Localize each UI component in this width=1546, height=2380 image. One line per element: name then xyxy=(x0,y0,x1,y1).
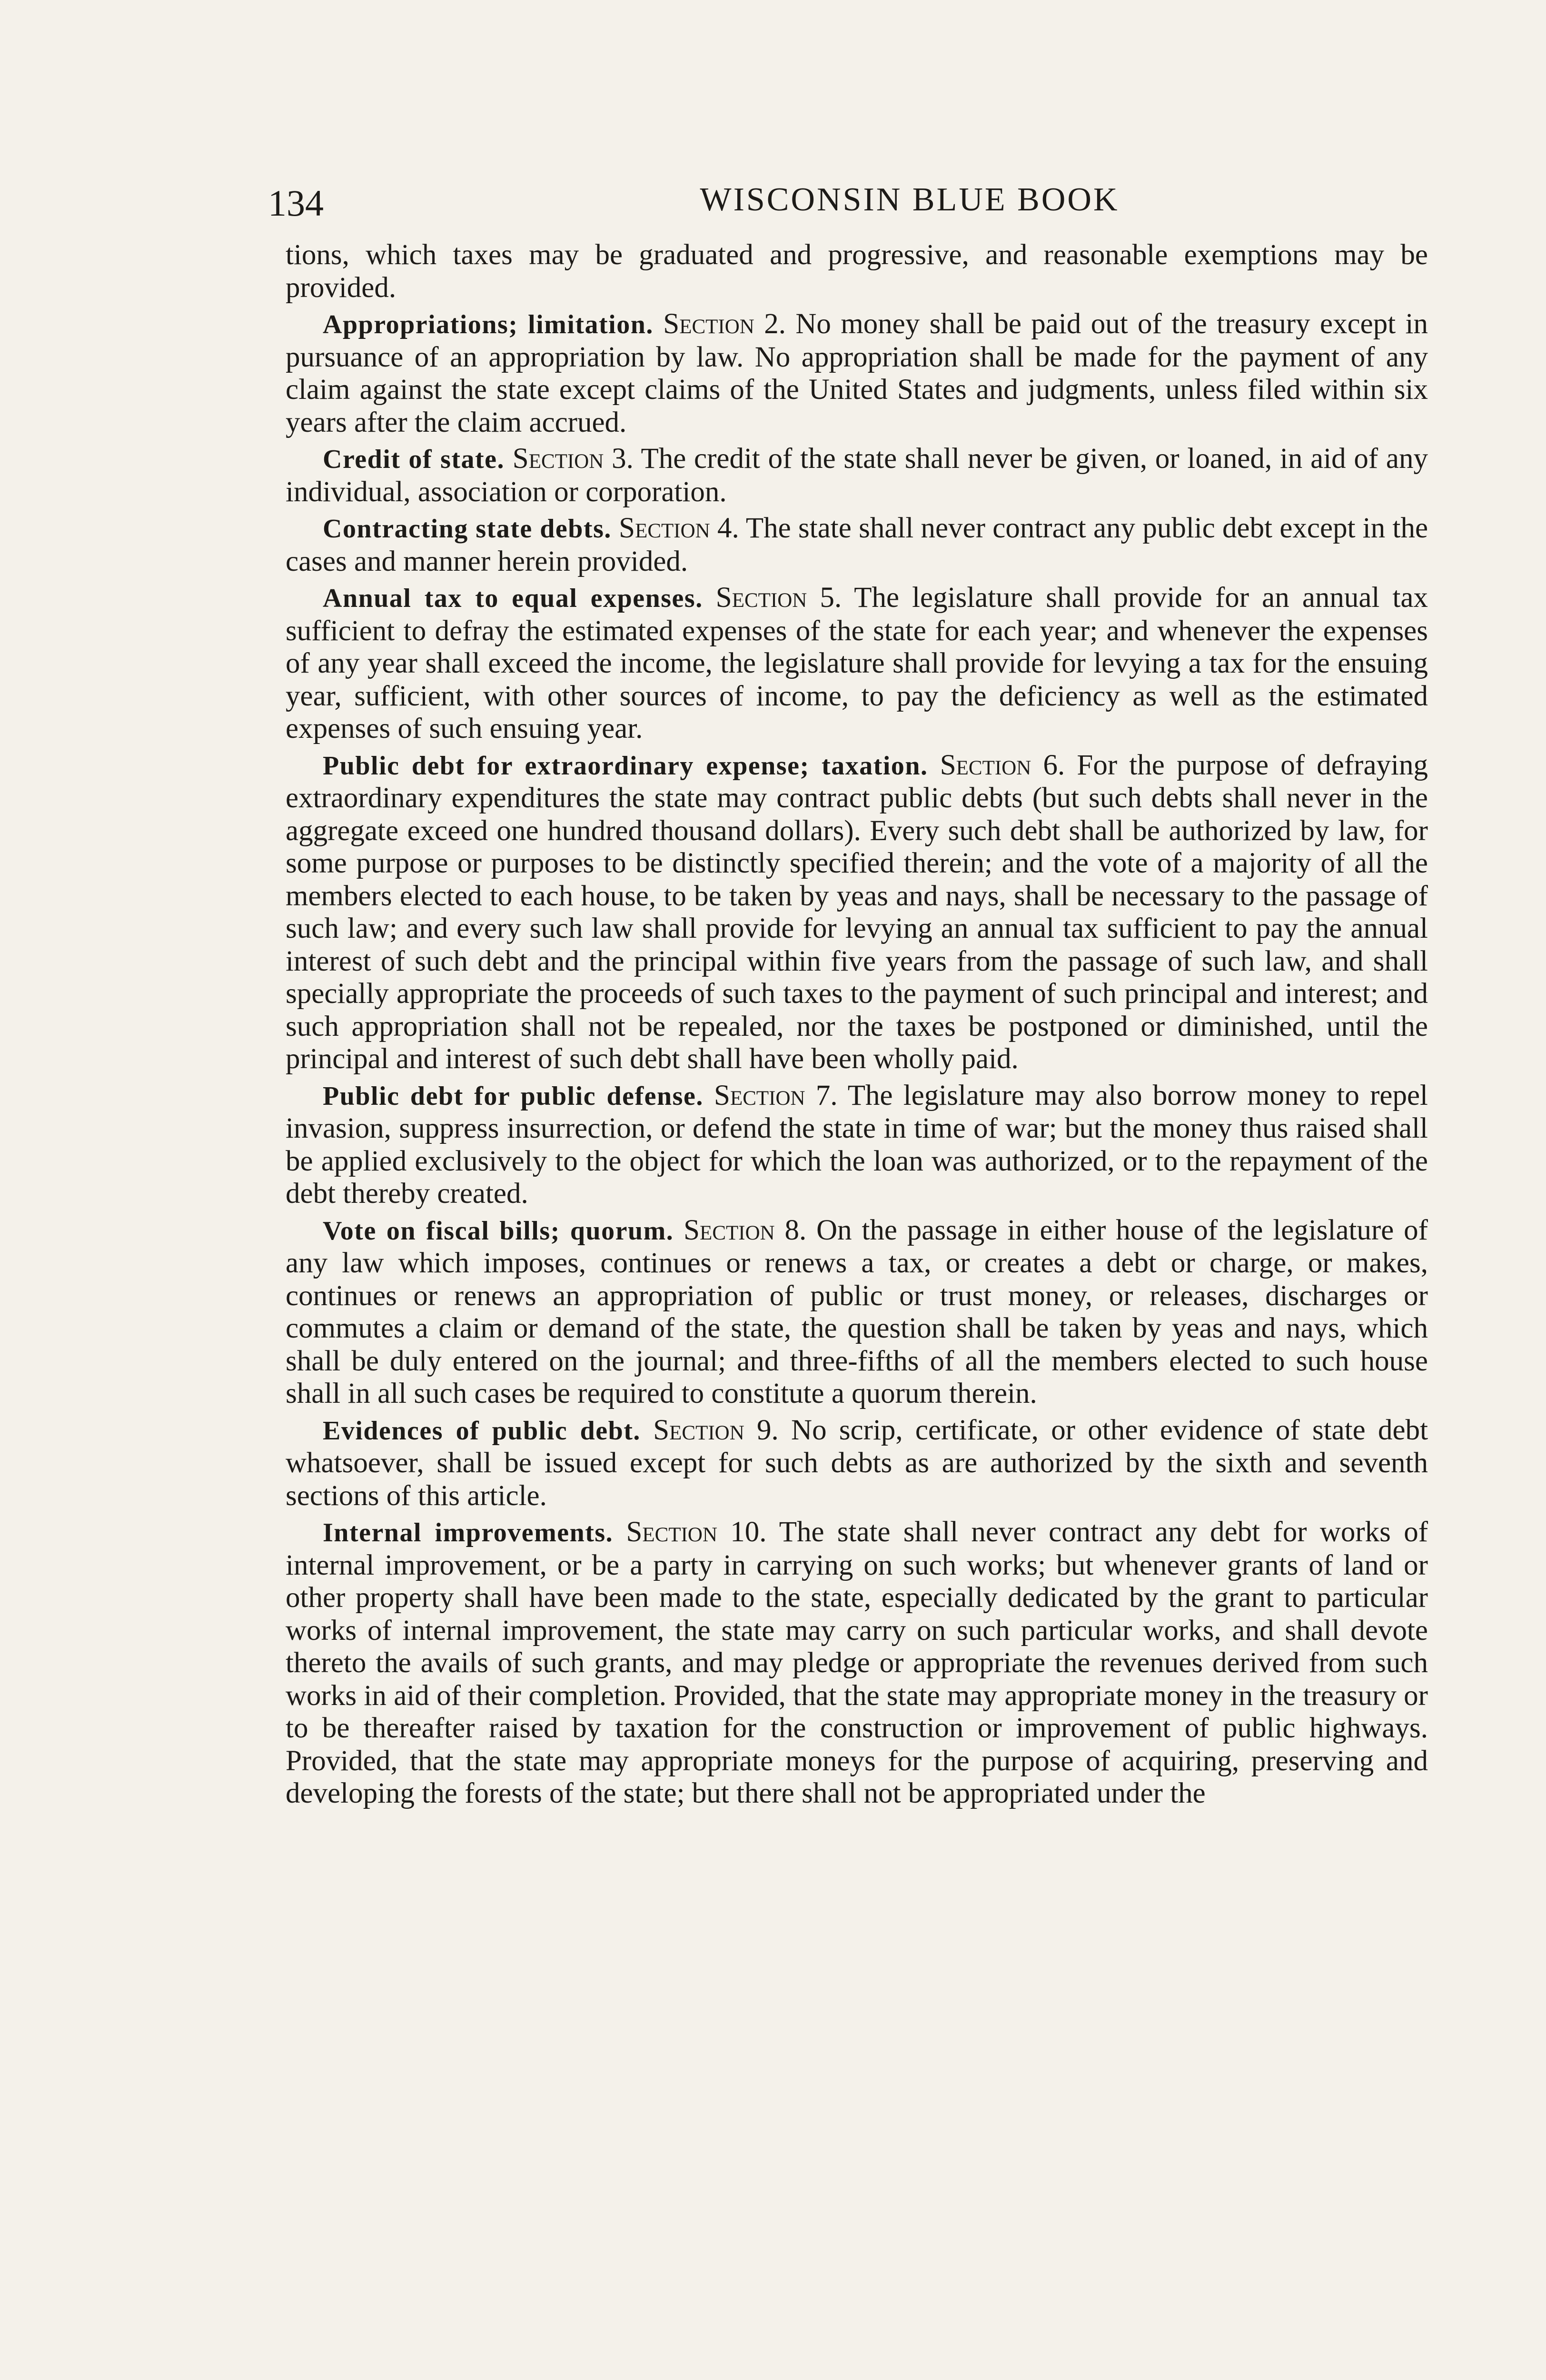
section-heading: Annual tax to equal expenses. xyxy=(323,584,703,613)
page-header xyxy=(268,177,1437,239)
paragraph-text: The credit of the state shall never be given, or loaned, in aid of any individual, association or corporation. xyxy=(286,443,1428,508)
section-number: Section 8. xyxy=(684,1214,807,1246)
paragraph-text: On the passage in either house of the legislature of any law which imposes, continues or renews a tax, or creates a debt or charge, or makes, continues or renews an appropriation of public or trust money, or releases, discharges or commutes a claim or demand of the state, the question shall be taken by yeas and nays, which shall be duly entered on the journal; and three-fifths of all the members elected to such house shall in all such cases be required to constitute a quorum therein. xyxy=(286,1214,1428,1409)
section-heading: Vote on fiscal bills; quorum. xyxy=(323,1216,674,1246)
section-heading: Credit of state. xyxy=(323,445,505,474)
section-heading: Public debt for public defense. xyxy=(323,1081,704,1111)
section-heading: Appropriations; limitation. xyxy=(323,310,654,339)
paragraph-text: No money shall be paid out of the treasury except in pursuance of an appropriation by law. No appropriation shall be made for the payment of any claim against the state except claims of the United States and judgments, unless filed within six years after the claim accrued. xyxy=(286,308,1428,438)
section-4-paragraph xyxy=(286,512,1428,578)
section-3-paragraph xyxy=(286,443,1428,508)
section-number: Section 10. xyxy=(626,1516,767,1548)
section-number: Section 5. xyxy=(715,582,842,614)
running-head: WISCONSIN BLUE BOOK xyxy=(700,181,1120,218)
section-number: Section 6. xyxy=(940,749,1065,781)
section-8-paragraph xyxy=(286,1214,1428,1410)
page-number: 134 xyxy=(268,182,324,224)
section-10-paragraph xyxy=(286,1516,1428,1810)
section-heading: Public debt for extraordinary expense; taxation. xyxy=(323,751,928,781)
section-number: Section 2. xyxy=(663,308,786,340)
paragraph-text: For the purpose of defraying extraordinary expenditures the state may contract public debts (but such debts shall never in the aggregate exceed one hundred thousand dollars). Every such debt shall be authorized by law, for some purpose or purposes to be distinctly specified therein; and the vote of a majority of all the members elected to each house, to be taken by yeas and nays, shall be necessary to the passage of such law; and every such law shall provide for levying an annual tax sufficient to pay the annual interest of such debt and the principal within five years from the passage of such law, and shall specially appropriate the proceeds of such taxes to the payment of such principal and interest; and such appropriation shall not be repealed, nor the taxes be postponed or diminished, until the principal and interest of such debt shall have been wholly paid. xyxy=(286,749,1428,1075)
section-number: Section 4. xyxy=(619,512,739,544)
paragraph-text: The legislature may also borrow money to repel invasion, suppress insurrection, or defend the state in time of war; but the money thus raised shall be applied exclusively to the object for which the loan was authorized, or to the repayment of the debt thereby created. xyxy=(286,1079,1428,1210)
paragraph-text: No scrip, certificate, or other evidence of state debt whatsoever, shall be issued except for such debts as are authorized by the sixth and seventh sections of this article. xyxy=(286,1414,1428,1512)
section-number: Section 9. xyxy=(653,1414,779,1446)
paragraph-continuation xyxy=(286,239,1428,304)
section-heading: Internal improvements. xyxy=(323,1518,614,1547)
body-text xyxy=(286,239,1428,1810)
paragraph-text: The state shall never contract any public debt except in the cases and manner herein provided. xyxy=(286,512,1428,577)
section-heading: Evidences of public debt. xyxy=(323,1416,641,1446)
section-6-paragraph xyxy=(286,749,1428,1076)
section-7-paragraph xyxy=(286,1080,1428,1210)
section-9-paragraph xyxy=(286,1414,1428,1513)
section-5-paragraph xyxy=(286,582,1428,745)
section-heading: Contracting state debts. xyxy=(323,514,612,544)
paragraph-text: tions, which taxes may be graduated and progressive, and reasonable exemptions may be provided. xyxy=(286,239,1428,304)
paragraph-text: The state shall never contract any debt for works of internal improvement, or be a party in carrying on such works; but whenever grants of land or other property shall have been made to the state, especially dedicated by the grant to particular works of internal improvement, the state may carry on such particular works, and shall devote thereto the avails of such grants, and may pledge or appropriate the revenues derived from such works in aid of their completion. Provided, that the state may appropriate money in the treasury or to be thereafter raised by taxation for the construction or improvement of public highways. Provided, that the state may appropriate moneys for the purpose of acquiring, preserving and developing the forests of the state; but there shall not be appropriated under the xyxy=(286,1516,1428,1809)
paragraph-text: The legislature shall provide for an annual tax sufficient to defray the estimated expenses of the state for each year; and whenever the expenses of any year shall exceed the income, the legislature shall provide for levying a tax for the ensuing year, sufficient, with other sources of income, to pay the deficiency as well as the estimated expenses of such ensuing year. xyxy=(286,582,1428,744)
section-number: Section 3. xyxy=(512,443,634,475)
section-number: Section 7. xyxy=(714,1079,838,1111)
section-2-paragraph xyxy=(286,308,1428,439)
